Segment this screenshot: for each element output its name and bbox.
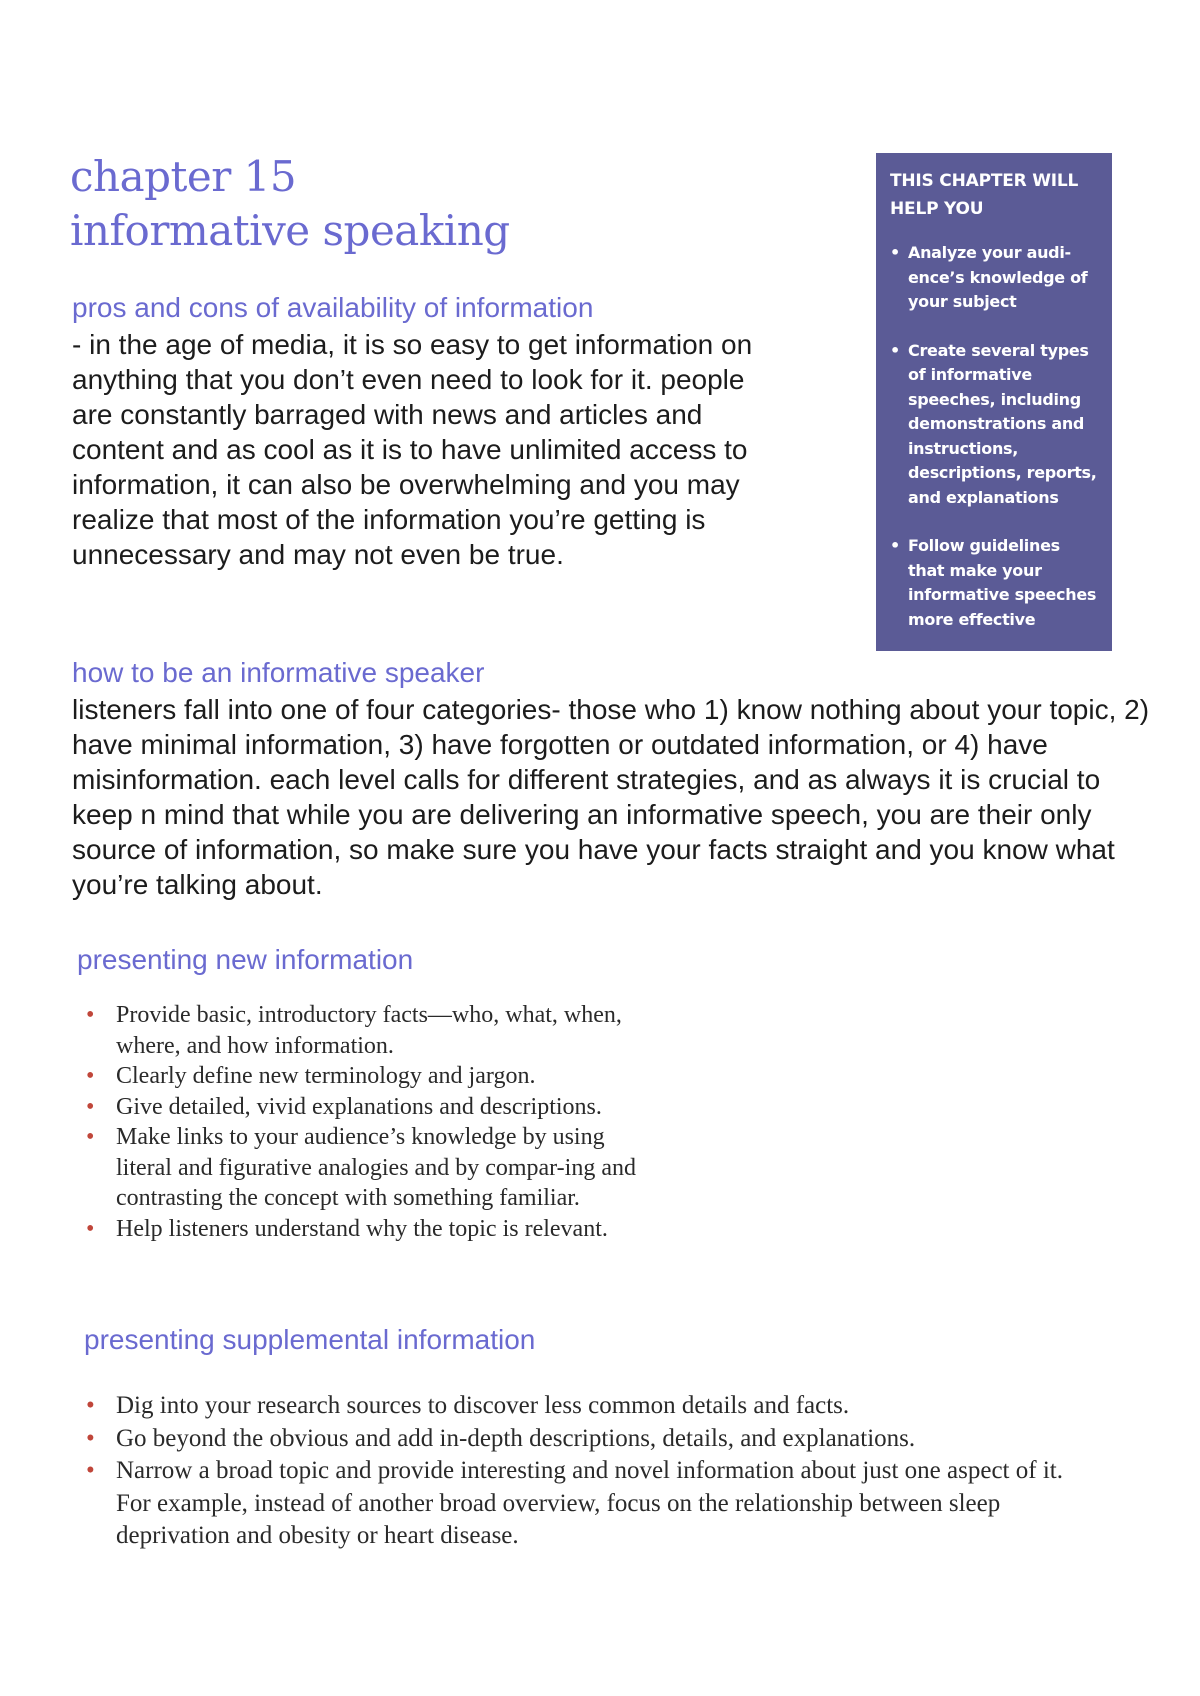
- list-item: [72, 1455, 1072, 1553]
- list-item-text: Clearly define new terminology and jargon.: [116, 1063, 536, 1089]
- list-item: [72, 1092, 662, 1123]
- section-body-informative-speaker: listeners fall into one of four categories- those who 1) know nothing about your topic, 2) have minimal information, 3) have forgotten or outdated information, or 4) have misinformation. each level calls for different strategies, and as always it is crucial to keep n mind that while you are delivering an informative speech, you are their only source of information, so make sure you have your facts straight and you know what you’re talking about.: [72, 694, 1150, 900]
- list-item-text: Help listeners understand why the topic is relevant.: [116, 1215, 608, 1242]
- list-item-text: Dig into your research sources to discover less common details and facts.: [116, 1392, 850, 1419]
- list-item-text: Narrow a broad topic and provide interesting and novel information about just one aspect of it. For example, instead of another broad overview, focus on the relationship between sleep deprivation and obesity or heart disease.: [116, 1457, 1063, 1549]
- list-item-text: Give detailed, vivid explanations and descriptions.: [116, 1093, 602, 1120]
- chapter-name: informative speaking: [70, 206, 510, 255]
- bullet-icon: •: [86, 1424, 95, 1452]
- new-information-list: [72, 1000, 662, 1244]
- section-heading-informative-speaker: how to be an informative speaker: [72, 657, 485, 688]
- chapter-goal-item: • Analyze your audi-ence’s knowledge of your subject: [890, 241, 1098, 315]
- bullet-icon: •: [86, 1063, 95, 1089]
- list-item: [72, 1000, 662, 1061]
- chapter-goal-item: • Follow guidelines that make your informative speeches more effective: [890, 534, 1098, 632]
- list-item-text: Go beyond the obvious and add in-depth descriptions, details, and explanations.: [116, 1424, 916, 1452]
- section-body-pros-cons: - in the age of media, it is so easy to get information on anything that you don’t even need to look for it. people are constantly barraged with news and articles and content and as cool as it is to have unlimited access to information, it can also be overwhelming and you may realize that most of the information you’re getting is unnecessary and may not even be true.: [72, 329, 753, 570]
- bullet-icon: •: [86, 1124, 95, 1150]
- section-heading-pros-cons: pros and cons of availability of information: [72, 292, 594, 323]
- list-item: [72, 1122, 662, 1214]
- bullet-icon: •: [86, 1215, 95, 1242]
- list-item: [72, 1061, 662, 1092]
- section-heading-supplemental-information: presenting supplemental information: [84, 1324, 536, 1355]
- bullet-icon: •: [86, 1093, 95, 1120]
- list-item: [72, 1214, 662, 1245]
- list-item: [72, 1390, 1072, 1423]
- chapter-goals-list: [890, 241, 1098, 632]
- chapter-goals-heading: THIS CHAPTER WILL HELP YOU: [890, 171, 1079, 219]
- chapter-goal-item: • Create several types of informative speeches, including demonstrations and instructions, descriptions, reports, and explanations: [890, 339, 1098, 511]
- list-item-text: Make links to your audience’s knowledge by using literal and figurative analogies and by compar-ing and contrasting the concept with something familiar.: [116, 1124, 636, 1211]
- chapter-title: [70, 150, 510, 258]
- supplemental-information-list: [72, 1390, 1072, 1553]
- list-item: [72, 1423, 1072, 1456]
- bullet-icon: •: [86, 1392, 95, 1419]
- bullet-icon: •: [86, 1457, 95, 1484]
- chapter-goals-box: [876, 153, 1112, 651]
- list-item-text: Provide basic, introductory facts—who, what, when, where, and how information.: [116, 1002, 622, 1059]
- chapter-number: chapter 15: [70, 152, 297, 201]
- section-heading-new-information: presenting new information: [77, 944, 414, 975]
- bullet-icon: •: [86, 1002, 95, 1028]
